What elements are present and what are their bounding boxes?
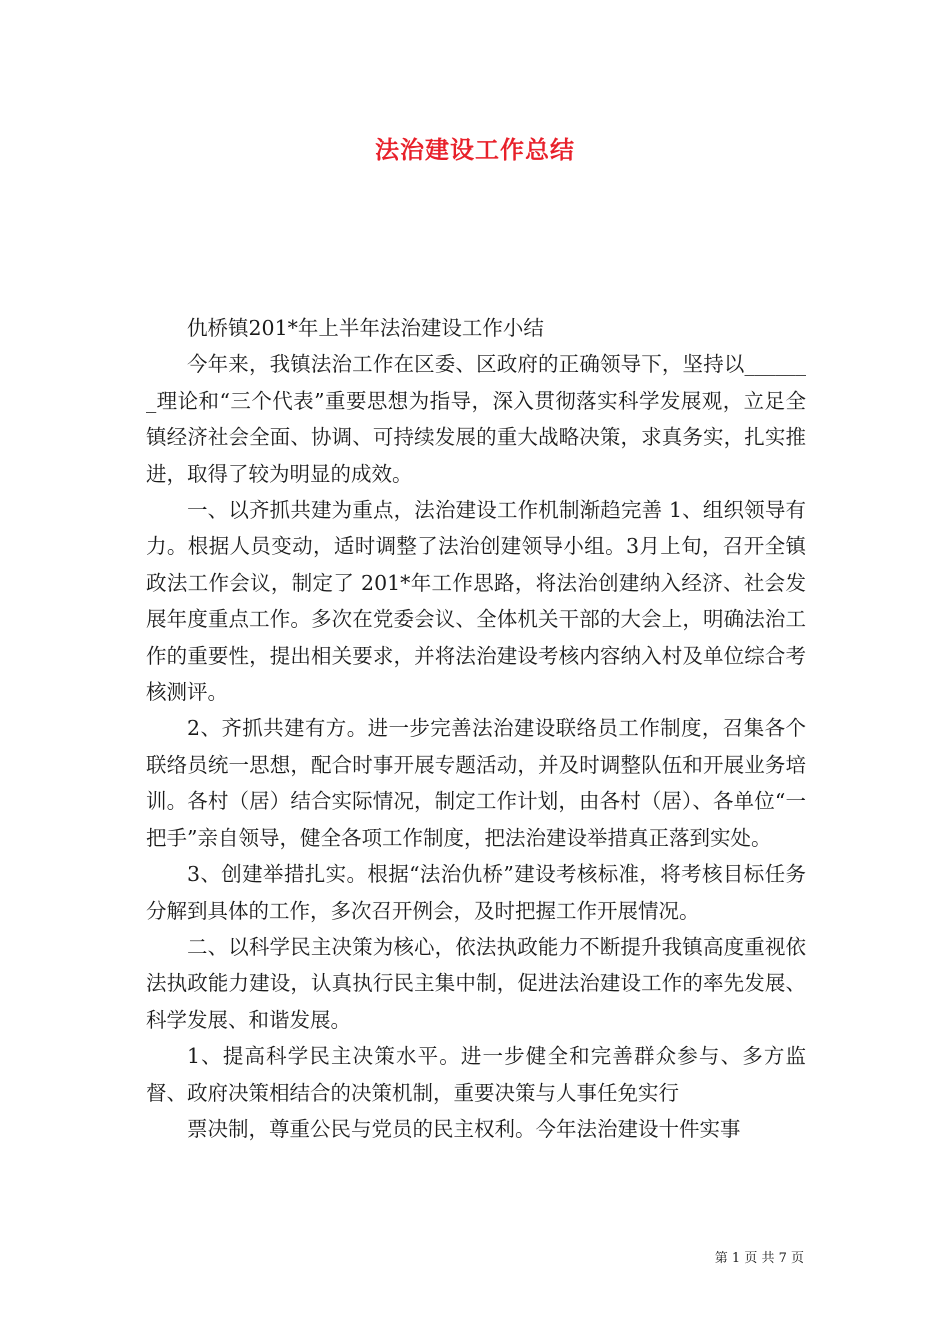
page-number: 第 1 页 共 7 页: [714, 1251, 804, 1266]
document-body: [146, 310, 806, 1147]
paragraph-section-2: 二、以科学民主决策为核心，依法执政能力不断提升我镇高度重视依法执政能力建设，认真执行民主集中制，促进法治建设工作的率先发展、科学发展、和谐发展。: [146, 934, 806, 1032]
paragraph-item-3: 3、创建举措扎实。根据“法治仇桥”建设考核标准，将考核目标任务分解到具体的工作，多次召开例会，及时把握工作开展情况。: [146, 862, 806, 923]
paragraph-continued: 票决制，尊重公民与党员的民主权利。今年法治建设十件实事: [187, 1116, 741, 1141]
paragraph-intro: 今年来，我镇法治工作在区委、区政府的正确领导下，坚持以_______理论和“三个代表”重要思想为指导，深入贯彻落实科学发展观，立足全镇经济社会全面、协调、可持续发展的重大战略决策，求真务实，扎实推进，取得了较为明显的成效。: [146, 352, 806, 486]
paragraph-subtitle: 仇桥镇201*年上半年法治建设工作小结: [187, 316, 544, 340]
document-title: 法治建设工作总结: [375, 136, 575, 164]
paragraph-item-2: 2、齐抓共建有方。进一步完善法治建设联络员工作制度，召集各个联络员统一思想，配合时事开展专题活动，并及时调整队伍和开展业务培训。各村（居）结合实际情况，制定工作计划，由各村（居）、各单位“一把手”亲自领导，健全各项工作制度，把法治建设举措真正落到实处。: [146, 716, 806, 850]
paragraph-item-1: 1、提高科学民主决策水平。进一步健全和完善群众参与、多方监督、政府决策相结合的决策机制，重要决策与人事任免实行: [146, 1044, 806, 1105]
paragraph-section-1: 一、以齐抓共建为重点，法治建设工作机制渐趋完善 1、组织领导有力。根据人员变动，适时调整了法治创建领导小组。3月上旬，召开全镇政法工作会议，制定了 201*年工作思路，将法治创建纳入经济、社会发展年度重点工作。多次在党委会议、全体机关干部的大会上，明确法治工作的重要性，提出相关要求，并将法治建设考核内容纳入村及单位综合考核测评。: [146, 498, 806, 705]
